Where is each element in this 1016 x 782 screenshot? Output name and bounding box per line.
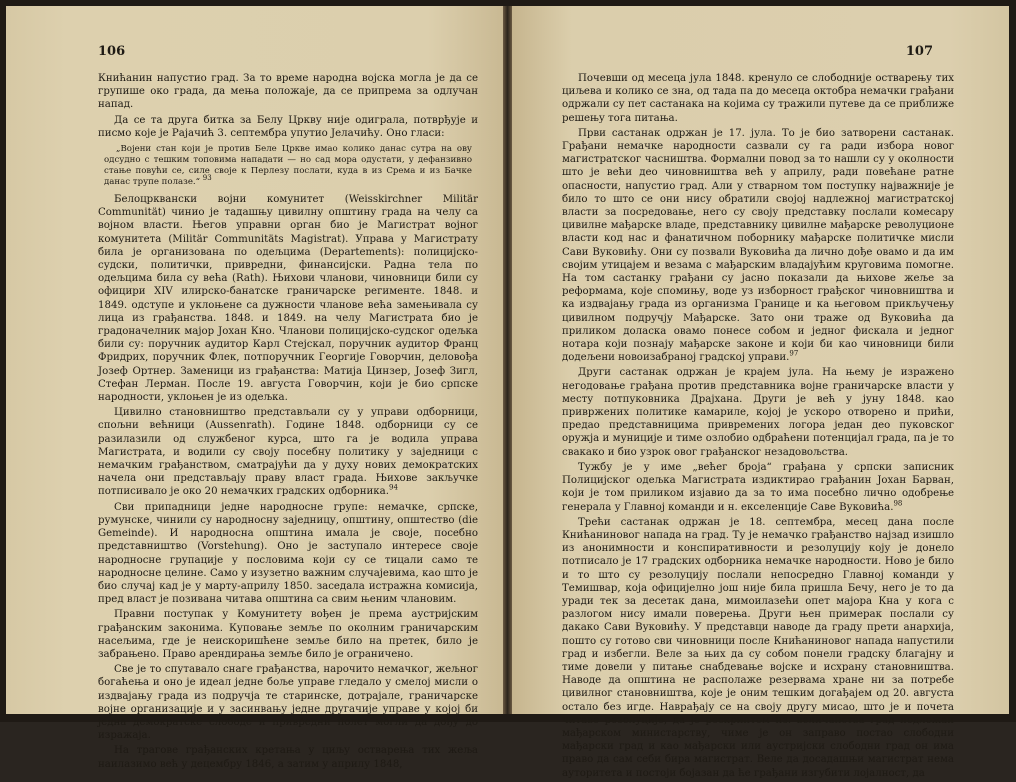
paragraph: Белоцрквански војни комунитет (Weisskirchner Militär Communität) чинио је тадашњу цивилну општину града на челу са војном власти. Његов управни орган био је Магистрат војног комунитета (Militär Communitäts Magistrat). Управа у Магистрату била је организована по одељцима (Departements): полицијско-судски, политички, привредни, финансијски. Радна тела по одељцима била су већа (Rath). Њихови чланови, чиновници били су официри XIV илирско-банатске граничарске регименте. 1848. и 1849. одступе и уклоњене са дужности чланове већа замењивала су лица из грађанства. 1848. и 1849. на челу Магистрата био је градоначелник мајор Јохан Кно. Чланови полицијско-судског одељка били су: поручник аудитор Карл Стејскал, поручник аудитор Франц Фридрих, поручник Флек, потпоручник Георгије Говорчин, деловођа Јозеф Ортнер. Заменици из грађанства: Матија Цинзер, Јозеф Зигл, Стефан Лерман. После 19. августа Говорчин, који је био српске народности, уклоњен је из одељка.	[98, 194, 478, 404]
paragraph: Книћанин напустио град. За то време народна војска могла је да се групише око града, да мења положаје, да се припрема за одлучан напад.	[98, 73, 478, 111]
paragraph: Да се та друга битка за Белу Цркву није одиграла, потврђује и писмо које је Рајачић 3. септембра упутио Јелачићу. Оно гласи:	[98, 114, 478, 139]
paragraph: Први састанак одржан је 17. јула. То је био затворени састанак. Грађани немачке народности сазвали су га ради избора новог магистратског часништва. Формални повод за то нашли су у околности што је већи део чиновништва већ у априлу, ради повећане ратне опасности, напустио град. Али у стварном том поступку најважније је било то што се они нису обратили својој надлежној магистратској власти за посредовање, него су своју представку послали комесару цивилне мађарске владе, представнику цивилне мађарске револуционе власти код нас и фанатичном поборнику мађарске политичке мисли Сави Вуковићу. Они су позвали Вуковића да лично дође овамо и да им својим утицајем и везама с мађарским владајућим круговима помогне. На том састанку грађани су јасно показали да њихове жеље за реформама, које спомињу, воде уз изборност грађског чиновништва и ка издвајању града из организма Границе и ка његовом прикључењу цивилном подручју Мађарске. Зато они траже од Вуковића да приликом доласка овамо понесе собом и једног фискала и једног нотара који познају мађарске законе и који би као чиновници били додељени новоизабраној градској управи.$^{97}$	[562, 127, 954, 364]
left-page-body	[98, 72, 478, 773]
paragraph: Други састанак одржан је крајем јула. На њему је изражено негодовање грађана против представника војне граничарске власти у месту потпуковника Драјхана. Други је већ у јуну 1848. као привржених политике камариле, којој је ускоро отворено и прићи, предао представницима привремених логора један део пуковског оружја и муниције и тиме озлобио одбраћени потенцијал града, па је то свакако и био узрок овог грађанског незадовољства.	[562, 367, 954, 458]
paragraph: Цивилно становништво представљали су у управи одборници, спољни већници (Aussenrath). Године 1848. одборници су се разилазили од службеног курса, што га је водила управа Магистрата, и водили су своју посебну политику у заједници с немачким грађанством, сматрајући да у духу нових демократских начела они представљају праву власт града. Њихове закључке потписивало је око 20 немачких градских одборника.$^{94}$	[98, 407, 478, 498]
left-page-number: 106	[98, 44, 126, 59]
paragraph: Правни поступак у Комунитету вођен је према аустријским грађанским законима. Куповање земље по околним граничарским насељима, где је неискоришћене земље било на претек, било је забрањено. Право арендирања земље било је ограничено.	[98, 609, 478, 660]
paragraph: Почевши од месеца јула 1848. кренуло се слободније остварењу тих циљева и колико се зна, од тада па до месеца октобра немачки грађани одржали су пет састанака на којима су тражили путеве да се приближе решењу тога питања.	[562, 73, 954, 124]
paragraph: На трагове грађанских кретања у циљу остварења тих жеља наилазимо већ у децембру 1846, а затим у априлу 1848,	[98, 745, 478, 770]
footnote-marker: 98	[893, 499, 903, 508]
left-page	[6, 6, 503, 770]
footnote-marker: 94	[389, 484, 398, 493]
paragraph: Трећи састанак одржан је 18. септембра, месец дана после Книћаниновог напада на град. Ту је немачко грађанство најзад изишло из анонимности и конспиративности и резолуцију коју је донело потписало је 17 градских одборника немачке народности. Ново је било и то што су резолуцију послали непосредно Главној команди у Темишвар, која официјелно још није била пришла Бечу, него је то да уради тек за десетак дана, мимоилазећи опет мајора Кна у кога с разлогом нису имали поверења. Други њен примерак послали су дакако Сави Вуковићу. У представци наводе да граду прети анархија, пошто су готово сви чиновници после Книћаниновог напада напустили град и избегли. Веле за њих да су собом понели градску благајну и тиме довели у питање снабдевање војске и исхрану становништва. Наводе да општина не располаже резервама хране ни за потребе цивилног становништва, које је оним тешким догађајем од 20. августа остало без игде. Наврађају се на своју другу мисао, што је и почета читаве резолуције, да је рескриптом нз. величанства град подложан мађарском министарству, чиме је он заправо постао слободни мађарски град и као мађарски или аустријски слободни град он има право да сам себи бира магистрат. Веле да досадашњи магистрат нема ауторитета и постоји бојазан да ће грађани изгубити лојалност, да	[562, 516, 954, 779]
paragraph: Све је то спутавало снаге грађанства, нарочито немачког, жељног богаћења и оно је идеал једне боље управе гледало у смелој мисли о издвајању града из подручја те старинске, дотрајале, граничарске војне организације и у засинвању једне другачије управе у којој би једна демократске слободе и привредни полет могли да дођу до изражаја.	[98, 664, 478, 742]
right-page-number: 107	[905, 44, 933, 59]
footnote-marker: 97	[789, 349, 799, 358]
quotation: „Војени стан који је против Беле Цркве имао колико данас сутра на ову одсудно с тешким топовима нападати — но сад мора одустати, у дефанзивно стање повући се, силе своје к Перлезу послати, куда в из Срема и из Бачке данас трупе полазе.“ $^{93}$	[104, 144, 472, 188]
right-page-body	[562, 72, 954, 782]
footnote-marker: 93	[202, 174, 212, 183]
paragraph: Сви припадници једне народносне групе: немачке, српске, румунске, чинили су народносну заједницу, општину, општество (die Gemeinde). И народносна општина имала је своје, посебно представништво (Vorstehung). Оно је заступало интересе своје народносне групације у пословима који су се тицали само те народносне целине. Само у изузетно важним случајевима, као што је био случај кад је у марту-априлу 1850. заседала истражна комисија, пред власт је позивана читава општина са свим њеним члановим.	[98, 501, 478, 606]
right-page	[512, 6, 1009, 779]
paragraph: Тужбу је у име „већег броја“ грађана у српски записник Полицијског одељка Магистрата издиктирао грађанин Јохан Барван, који је том приликом изјавио да за то има посебно лично одобрење генерала у Главној команди и н. екселенције Саве Вуковића.$^{98}$	[562, 461, 954, 513]
book-gutter	[503, 6, 512, 714]
